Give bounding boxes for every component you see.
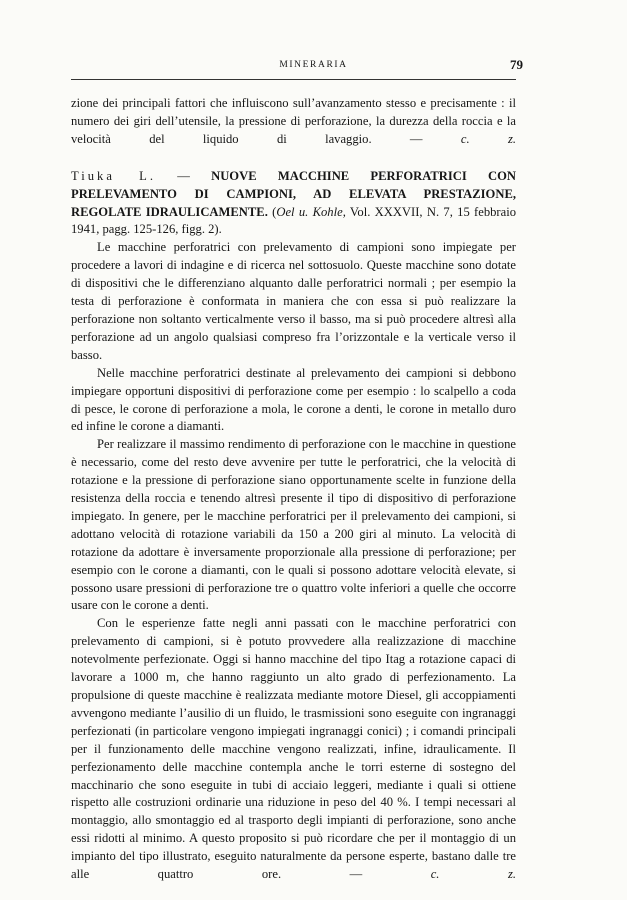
body-paragraph-4 [71,615,516,884]
entry-journal: Oel u. Kohle, [276,204,346,219]
body-paragraph-4-text: Con le esperienze fatte negli anni passati con le macchine perforatrici con prelevamento di campioni, si è potuto provvedere alla realizzazione di macchine notevolmente perfezionate. Oggi si hanno macchine del tipo Itag a rotazione capaci di lavorare a 1000 m, che hanno raggiunto un alto grado di perfezionamento. La propulsione di queste macchine è realizzata mediante motore Diesel, gli accoppiamenti avvengono mediante l’ausilio di un fluido, le trasmissioni sono eseguite con ingranaggi perfezionati (in particolare vengono impiegati ingranaggi conici) ; i comandi principali per il funzionamento delle macchine vengono realizzati, infine, idraulicamente. Il perfezionamento delle macchine contempla anche le torri esterne di sostegno del macchinario che sono eseguite in tubi di acciaio leggeri, mediante i quali si ottiene rispetto alle costruzioni ordinarie una riduzione in peso del 40 %. I tempi necessari al montaggio, allo smontaggio ed al trasporto degli impianti di perforazione, sono anche essi ridotti al minimo. A questo proposito si può ricordare che per il montaggio di un impianto del tipo illustrato, eseguito naturalmente da persone esperte, bastano dalle tre alle quattro ore. — [71,616,516,882]
page-number: 79 [510,57,523,72]
entry-heading [71,168,516,240]
body-paragraph-3: Per realizzare il massimo rendimento di perforazione con le macchine in questione è necessario, come del resto deve avvenire per tutte le perforatrici, che la velocità di rotazione e la pressione di perforazione siano opportunamente scelte in funzione della resistenza della roccia e tenendo altresì presente il tipo di dispositivo di perforazione impiegato. In genere, per le macchine perforatrici per il prelevamento dei campioni, si adottano velocità di rotazione variabili da 150 a 200 giri al minuto. La velocità di rotazione da adottare è inversamente proporzionale alla pressione di perforazione; per esempio con le corone a diamanti, con le quali si possono adottare velocità elevate, si possono usare pressioni di perforazione tre o quattro volte inferiori a quelle che occorre usare con le corone a denti. [71,437,516,613]
text-body [71,95,516,884]
body-paragraph-2: Nelle macchine perforatrici destinate al prelevamento dei campioni si debbono impiegare opportuni dispositivi di perforazione come per esempio : lo scalpello a coda di pesce, le corone di perforazione a mola, le corone a denti, le corone in metallo duro ed infine le corone a diamanti. [71,365,516,434]
intro-signature: c. z. [460,131,517,146]
entry-title: NUOVE MACCHINE PERFORATRICI CON PRELEVAMENTO DI CAMPIONI, AD ELEVATA PRESTAZIONE, REGOLATE IDRAULICAMENTE. [71,168,516,219]
entry-author: Tiuka L. [71,168,157,183]
entry-signature: c. z. [430,867,516,882]
entry-citation: Vol. XXXVII, N. 7, 15 febbraio 1941, pagg. 125-126, figg. 2). [71,204,516,237]
entry-dash: — [177,168,190,183]
body-paragraph-1: Le macchine perforatrici con prelevamento di campioni sono impiegate per procedere a lavori di indagine e di ricerca nel sottosuolo. Queste macchine sono dotate di dispositivi che le differenziano alquanto dalle perforatrici normali ; per esempio la testa di perforazione è conformata in maniera che con essa si può realizzare la perforazione non soltanto verticalmente verso il basso, ma si può procedere altresì alla perforazione ad un angolo qualsiasi compreso fra l’orizzontale e la verticale verso il basso. [71,240,516,362]
intro-paragraph [71,95,516,149]
intro-text: zione dei principali fattori che influiscono sull’avanzamento stesso e precisamente : il numero dei giri dell’utensile, la pressione di perforazione, la durezza della roccia e la velocità del liquido di lavaggio. — [71,96,516,146]
header-rule [71,79,516,80]
running-title: MINERARIA [279,60,348,70]
entry-source-open: ( [272,204,277,219]
